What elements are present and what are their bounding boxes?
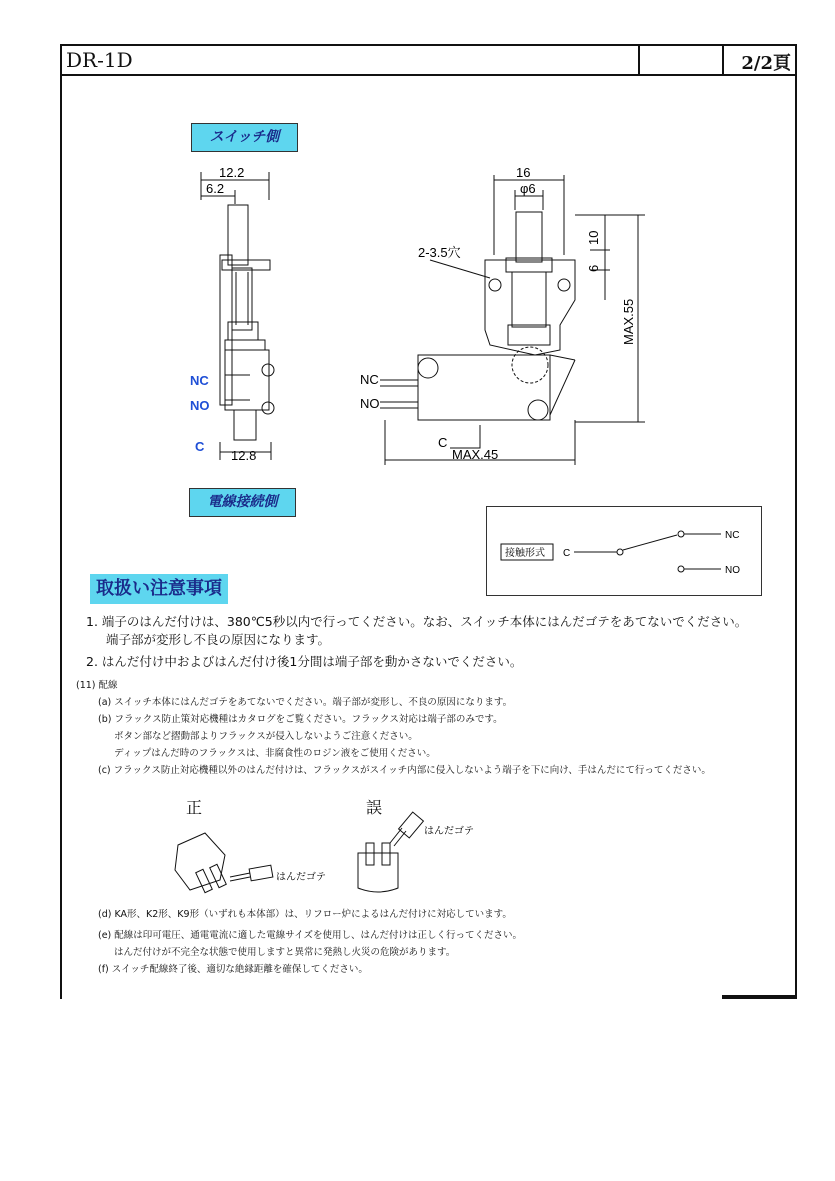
- front-dim-max55: MAX.55: [621, 298, 636, 345]
- precautions-title: 取扱い注意事項: [90, 574, 228, 604]
- side-dim-12-2: 12.2: [219, 165, 245, 180]
- wiring-d: (d) KA形、K2形、K9形（いずれも本体部）は、リフロー炉によるはんだ付けに対応しています。: [98, 909, 512, 920]
- iron-label-correct: はんだゴテ: [276, 872, 326, 883]
- iron-label-wrong: はんだゴテ: [424, 826, 474, 837]
- wiring-c: (c) フラックス防止対応機種以外のはんだ付けは、フラックスがスイッチ内部に侵入しないよう端子を下に向け、手はんだにて行ってください。: [98, 765, 711, 776]
- front-dim-10: 10: [586, 230, 601, 245]
- side-no-label: NO: [190, 398, 210, 413]
- front-nc-label: NC: [360, 372, 379, 387]
- front-no-label: NO: [360, 396, 380, 411]
- wrong-label: 誤: [366, 798, 383, 817]
- correct-label: 正: [186, 798, 203, 817]
- contact-form-label: 接触形式: [505, 548, 545, 559]
- wiring-b3: ディップはんだ時のフラックスは、非腐食性のロジン液をご使用ください。: [114, 748, 436, 759]
- contact-c-label: C: [563, 548, 571, 559]
- side-dim-6-2: 6.2: [206, 181, 225, 196]
- front-c-label: C: [438, 435, 448, 450]
- switch-side-label: スイッチ側: [191, 123, 298, 152]
- side-dim-12-8: 12.8: [231, 448, 257, 463]
- front-dim-6: 6: [586, 264, 601, 272]
- precaution-item-1: 1. 端子のはんだ付けは、380℃5秒以内で行ってください。なお、スイッチ本体にはんだゴテをあてないでください。: [86, 614, 748, 629]
- title-divider-2: [722, 44, 724, 74]
- wiring-heading: (11) 配線: [76, 680, 118, 691]
- frame-corner-bar: [722, 995, 797, 999]
- title-divider-1: [638, 44, 640, 74]
- wrong-soldering-figure: [350, 808, 490, 898]
- wiring-a: (a) スイッチ本体にはんだゴテをあてないでください。端子部が変形し、不良の原因になります。: [98, 697, 513, 708]
- wiring-b2: ボタン部など摺動部よりフラックスが侵入しないようご注意ください。: [114, 731, 418, 742]
- front-dim-16: 16: [516, 165, 531, 180]
- title-block: [60, 44, 797, 76]
- contact-nc-label: NC: [725, 530, 740, 541]
- front-hole-label: 2-3.5穴: [418, 245, 461, 260]
- front-dim-max45: MAX.45: [452, 447, 499, 462]
- side-terminal-labels: [185, 365, 225, 465]
- wiring-section: [76, 677, 796, 779]
- precautions-list: [86, 613, 786, 671]
- precaution-item-1-cont: 端子部が変形し不良の原因になります。: [106, 632, 331, 647]
- precaution-item-2: 2. はんだ付け中およびはんだ付け後1分間は端子部を動かさないでください。: [86, 654, 523, 669]
- contact-schematic: [487, 507, 761, 595]
- wiring-section-2: [76, 906, 796, 978]
- wiring-b: (b) フラックス防止策対応機種はカタログをご覧ください。フラックス対応は端子部のみです。: [98, 714, 503, 725]
- page-number: 2/2頁: [741, 53, 791, 74]
- wiring-e: (e) 配線は印可電圧、通電電流に適した電線サイズを使用し、はんだ付けは正しく行ってください。: [98, 930, 523, 941]
- front-view-drawing: [350, 160, 650, 470]
- contact-no-label: NO: [725, 565, 740, 576]
- correct-soldering-figure: [170, 825, 335, 900]
- wire-side-label: 電線接続側: [189, 488, 296, 517]
- wiring-f: (f) スイッチ配線終了後、適切な絶縁距離を確保してください。: [98, 964, 368, 975]
- side-c-label: C: [195, 439, 205, 454]
- wiring-e2: はんだ付けが不完全な状態で使用しますと異常に発熱し火災の危険があります。: [114, 947, 456, 958]
- side-nc-label: NC: [190, 373, 209, 388]
- model-title: DR-1D: [66, 48, 133, 72]
- contact-form-box: [486, 506, 762, 596]
- front-dim-dia6: φ6: [520, 181, 536, 196]
